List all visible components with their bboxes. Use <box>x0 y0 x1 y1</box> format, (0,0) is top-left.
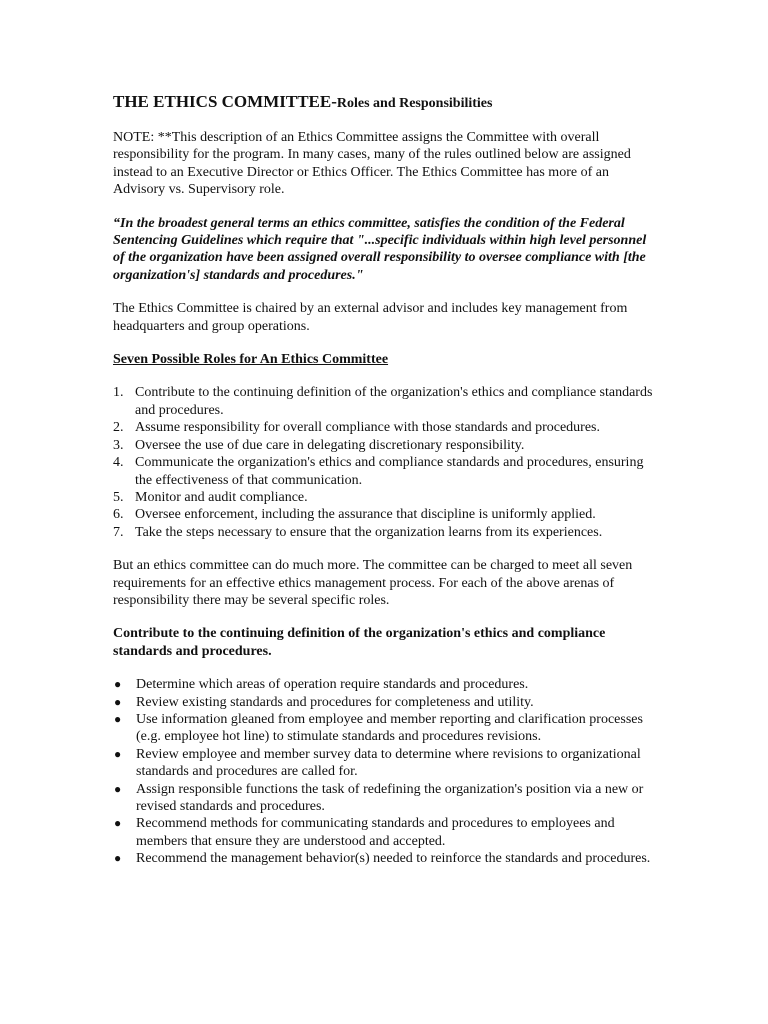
bullet-icon: ● <box>114 781 122 796</box>
role-item <box>113 384 658 419</box>
roles-heading: Seven Possible Roles for An Ethics Committee <box>113 352 389 368</box>
role-number: 3. <box>113 437 124 453</box>
role-number: 4. <box>113 455 124 471</box>
role-item <box>113 437 658 454</box>
bullet-icon: ● <box>114 816 122 831</box>
bullet-icon: ● <box>114 851 122 866</box>
bullet-icon: ● <box>114 677 122 692</box>
role-text: Oversee enforcement, including the assurance that discipline is uniformly applied. <box>135 507 596 523</box>
role-item <box>113 454 658 489</box>
role-item <box>113 524 658 541</box>
roles-list <box>113 384 658 541</box>
role-text: Monitor and audit compliance. <box>135 489 308 505</box>
bullet-icon: ● <box>114 746 122 761</box>
bullet-text: Determine which areas of operation require standards and procedures. <box>136 677 529 693</box>
more-paragraph: But an ethics committee can do much more. The committee can be charged to meet all seven requirements for an effective ethics management process. For each of the above arenas of responsibility there may be several specific roles. <box>113 558 633 608</box>
bullet-text: Assign responsible functions the task of redefining the organization's position via a new or revised standards and procedures. <box>136 781 644 814</box>
contribute-bullet-list <box>113 676 658 867</box>
role-item <box>113 419 658 436</box>
contribute-heading: Contribute to the continuing definition of the organization's ethics and compliance standards and procedures. <box>113 626 606 659</box>
bullet-item <box>113 694 658 711</box>
bullet-icon: ● <box>114 711 122 726</box>
role-item <box>113 489 658 506</box>
bullet-item <box>113 815 658 850</box>
bullet-text: Review existing standards and procedures for completeness and utility. <box>136 694 534 710</box>
document-title <box>113 91 658 115</box>
role-text: Communicate the organization's ethics and compliance standards and procedures, ensuring the effectiveness of that communication. <box>135 455 644 488</box>
bullet-text: Recommend the management behavior(s) needed to reinforce the standards and procedures. <box>136 851 651 867</box>
bullet-item <box>113 781 658 816</box>
title-subtitle: Roles and Responsibilities <box>336 96 493 111</box>
chair-paragraph: The Ethics Committee is chaired by an external advisor and includes key management from headquarters and group operations. <box>113 301 628 334</box>
role-item <box>113 506 658 523</box>
role-text: Assume responsibility for overall compliance with those standards and procedures. <box>135 420 600 436</box>
note-paragraph: NOTE: **This description of an Ethics Committee assigns the Committee with overall responsibility for the program. In many cases, many of the rules outlined below are assigned instead to an Executive Director or Ethics Officer. The Ethics Committee has more of an Advisory vs. Supervisory role. <box>113 130 631 198</box>
title-main: THE ETHICS COMMITTEE- <box>113 92 337 111</box>
role-number: 5. <box>113 489 124 505</box>
bullet-item <box>113 746 658 781</box>
bullet-text: Recommend methods for communicating standards and procedures to employees and members that ensure they are understood and accepted. <box>136 816 615 849</box>
role-text: Take the steps necessary to ensure that the organization learns from its experiences. <box>135 524 603 540</box>
bullet-text: Review employee and member survey data to determine where revisions to organizational standards and procedures are called for. <box>136 746 641 780</box>
document-page <box>113 91 658 868</box>
role-number: 2. <box>113 420 124 436</box>
role-number: 7. <box>113 524 124 540</box>
role-number: 6. <box>113 507 124 523</box>
role-text: Oversee the use of due care in delegating discretionary responsibility. <box>135 437 525 453</box>
bullet-text: Use information gleaned from employee and member reporting and clarification processes (e.g. employee hot line) to stimulate standards and procedures revisions. <box>136 711 643 745</box>
role-number: 1. <box>113 385 124 401</box>
bullet-item <box>113 850 658 867</box>
guidelines-quote: “In the broadest general terms an ethics committee, satisfies the condition of the Federal Sentencing Guidelines which require that "...specific individuals within high level personnel of the organization have been assigned overall responsibility to oversee compliance with [the organization's] standards and procedures." <box>113 215 647 283</box>
bullet-item <box>113 711 658 746</box>
bullet-item <box>113 676 658 693</box>
bullet-icon: ● <box>114 694 122 709</box>
role-text: Contribute to the continuing definition of the organization's ethics and compliance standards and procedures. <box>135 385 653 418</box>
